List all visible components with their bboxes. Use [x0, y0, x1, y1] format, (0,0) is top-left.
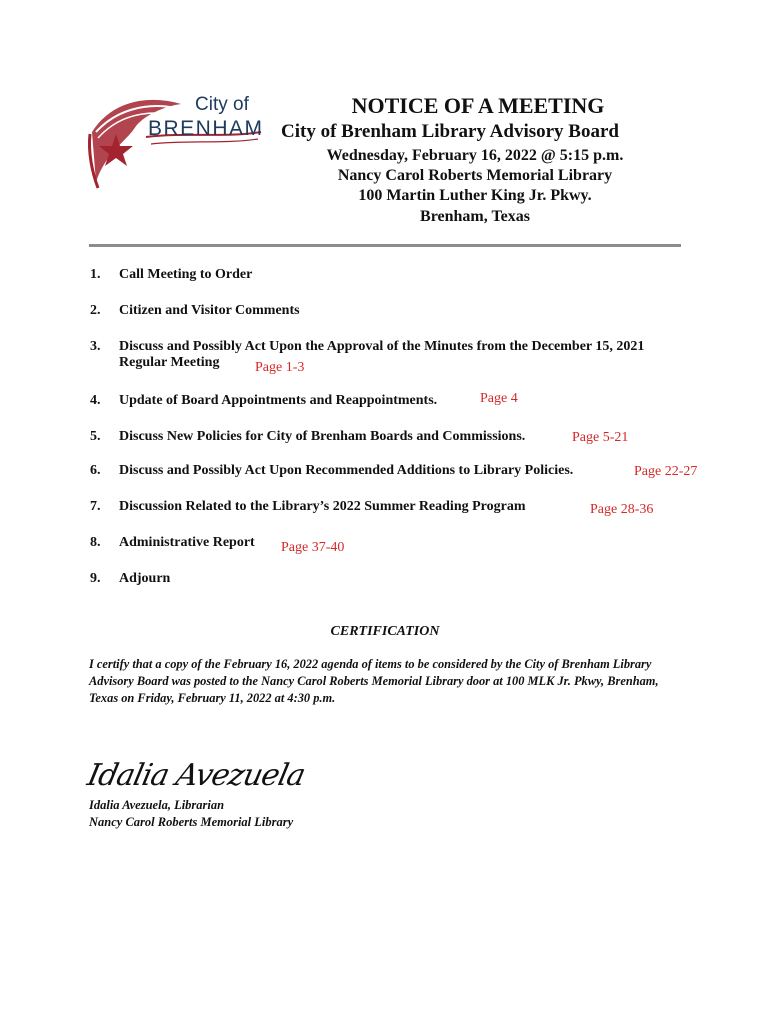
page-reference: Page 28-36 [590, 502, 654, 517]
meeting-date-time: Wednesday, February 16, 2022 @ 5:15 p.m. [326, 147, 624, 164]
page-reference: Page 37-40 [281, 540, 345, 555]
agenda-number: 1. [90, 267, 101, 282]
agenda-number: 5. [90, 429, 101, 444]
agenda-number: 6. [90, 463, 101, 478]
page-reference: Page 5-21 [572, 430, 629, 445]
header-divider [89, 244, 681, 247]
agenda-number: 2. [90, 303, 101, 318]
agenda-text: Call Meeting to Order [119, 267, 253, 282]
page-reference: Page 1-3 [255, 360, 305, 375]
meeting-city: Brenham, Texas [420, 208, 530, 225]
agenda-text-line2: Regular Meeting [119, 355, 220, 370]
agenda-number: 4. [90, 393, 101, 408]
page-reference: Page 4 [480, 391, 518, 406]
agenda-text: Discuss and Possibly Act Upon the Approval of the Minutes from the December 15, 2021 [119, 339, 645, 354]
logo-brenham: BRENHAM [148, 117, 264, 140]
signer-organization: Nancy Carol Roberts Memorial Library [89, 815, 294, 829]
meeting-address: 100 Martin Luther King Jr. Pkwy. [358, 187, 592, 204]
agenda-number: 8. [90, 535, 101, 550]
agenda-number: 3. [90, 339, 101, 354]
board-name: City of Brenham Library Advisory Board [281, 121, 619, 142]
notice-title: NOTICE OF A MEETING [351, 93, 605, 118]
handwritten-signature: Idalia Avezuela [84, 758, 308, 793]
page-reference: Page 22-27 [634, 464, 698, 479]
logo-city-of: City of [195, 94, 249, 115]
city-of-brenham-logo [86, 92, 266, 202]
agenda-number: 9. [90, 571, 101, 586]
certification-body: I certify that a copy of the February 16, 2022 agenda of items to be considered by the City of Brenham Library Advisory Board was posted to the Nancy Carol Roberts Memorial Library door at 100 MLK Jr. Pkwy, Brenham, Texas on Friday, February 11, 2022 at 4:30 p.m. [89, 657, 659, 705]
meeting-library: Nancy Carol Roberts Memorial Library [337, 167, 613, 184]
agenda-number: 7. [90, 499, 101, 514]
agenda-text: Adjourn [119, 571, 171, 586]
signer-name-title: Idalia Avezuela, Librarian [89, 798, 225, 812]
agenda-text: Discuss and Possibly Act Upon Recommended Additions to Library Policies. [119, 463, 574, 478]
agenda-text: Discuss New Policies for City of Brenham Boards and Commissions. [119, 429, 526, 444]
agenda-text: Administrative Report [119, 535, 255, 550]
certification-title: CERTIFICATION [330, 624, 440, 639]
agenda-text: Update of Board Appointments and Reappointments. [119, 393, 438, 408]
agenda-text: Discussion Related to the Library’s 2022 Summer Reading Program [119, 499, 526, 514]
agenda-text: Citizen and Visitor Comments [119, 303, 300, 318]
